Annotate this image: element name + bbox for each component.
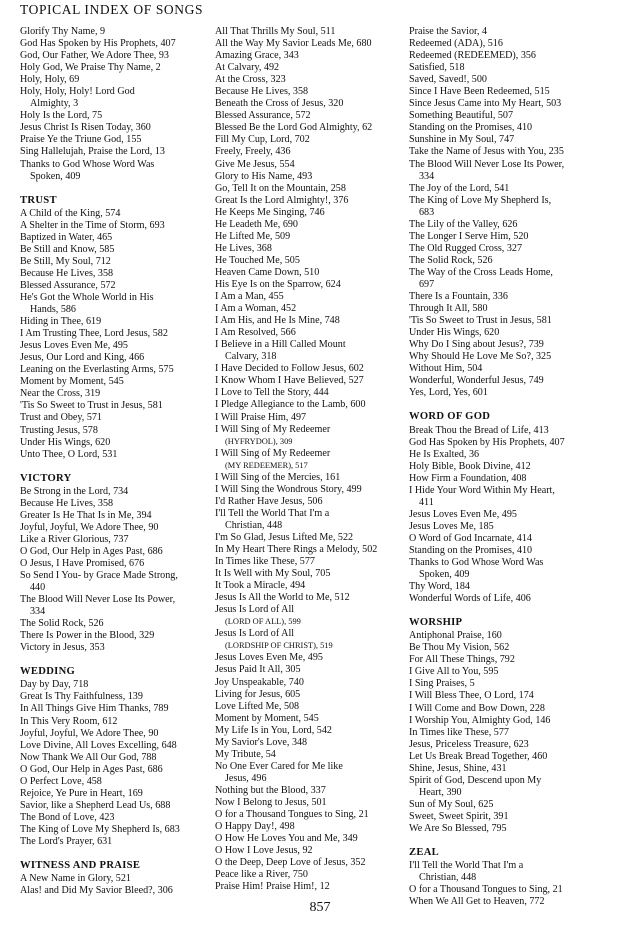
index-entry: 'Tis So Sweet to Trust in Jesus, 581	[20, 400, 163, 412]
index-entry: I'll Tell the World That I'm a	[215, 507, 330, 519]
index-entry: Rejoice, Ye Pure in Heart, 169	[20, 787, 143, 799]
index-column-3	[409, 26, 605, 908]
index-entry: Yes, Lord, Yes, 601	[409, 387, 488, 399]
index-entry: Wonderful Words of Life, 406	[409, 593, 531, 605]
index-entry: Since Jesus Came into My Heart, 503	[409, 98, 562, 110]
index-entry: In Times like These, 577	[409, 726, 509, 738]
index-entry: No One Ever Cared for Me like	[215, 760, 343, 772]
index-entry: I Am a Woman, 452	[215, 303, 297, 315]
index-entry: Since I Have Been Redeemed, 515	[409, 86, 550, 98]
index-entry: Jesus Is Lord of All	[215, 604, 295, 616]
index-entry: So Send I You- by Grace Made Strong,	[20, 570, 178, 582]
index-entry: I Will Sing the Wondrous Story, 499	[215, 483, 362, 495]
index-entry: Through It All, 580	[409, 303, 488, 315]
index-entry: Holy, Holy, 69	[20, 74, 80, 86]
index-entry: God, Our Father, We Adore Thee, 93	[20, 50, 169, 62]
index-entry: Redeemed (ADA), 516	[409, 38, 503, 50]
index-entry: Give Me Jesus, 554	[215, 158, 295, 170]
index-entry: He Lives, 368	[215, 242, 272, 254]
index-entry: I Hide Your Word Within My Heart,	[409, 484, 555, 496]
index-entry-continuation: 334	[30, 606, 46, 618]
index-entry-continuation: 697	[419, 278, 435, 290]
index-entry: I Will Bless Thee, O Lord, 174	[409, 690, 534, 702]
index-entry: Holy Is the Lord, 75	[20, 110, 103, 122]
index-entry: Day by Day, 718	[20, 679, 89, 691]
index-entry: The Joy of the Lord, 541	[409, 182, 510, 194]
index-entry: He Lifted Me, 509	[215, 230, 291, 242]
index-entry-continuation: Spoken, 409	[419, 569, 470, 581]
index-entry: The King of Love My Shepherd Is,	[409, 194, 552, 206]
index-entry: Glory to His Name, 493	[215, 170, 313, 182]
index-entry-continuation: (LORDSHIP OF CHRIST), 519	[225, 641, 333, 651]
index-entry: The Way of the Cross Leads Home,	[409, 266, 553, 278]
index-entry: Wonderful, Wonderful Jesus, 749	[409, 375, 544, 387]
index-entry: O God, Our Help in Ages Past, 686	[20, 545, 163, 557]
index-entry: I Am His, and He Is Mine, 748	[215, 315, 340, 327]
index-entry: The Bond of Love, 423	[20, 811, 115, 823]
index-entry: Without Him, 504	[409, 363, 483, 375]
index-entry: The Lily of the Valley, 626	[409, 218, 518, 230]
index-entry: God Has Spoken by His Prophets, 407	[20, 38, 176, 50]
index-entry: Greater Is He That Is in Me, 394	[20, 509, 152, 521]
index-entry-continuation: 683	[419, 206, 435, 218]
index-entry: Under His Wings, 620	[409, 327, 500, 339]
section-heading: WITNESS AND PRAISE	[20, 860, 141, 872]
index-entry: Great Is Thy Faithfulness, 139	[20, 691, 143, 703]
index-entry: Praise Him! Praise Him!, 12	[215, 881, 330, 893]
index-entry: Sweet, Sweet Spirit, 391	[409, 810, 509, 822]
index-entry: A Child of the King, 574	[20, 207, 121, 219]
index-entry: Holy Bible, Book Divine, 412	[409, 460, 531, 472]
index-entry: He Keeps Me Singing, 746	[215, 206, 325, 218]
index-entry: Why Do I Sing about Jesus?, 739	[409, 339, 544, 351]
index-entry: O Word of God Incarnate, 414	[409, 532, 532, 544]
index-entry: When We All Get to Heaven, 772	[409, 896, 545, 908]
index-entry: I Will Sing of My Redeemer	[215, 447, 331, 459]
index-entry: A Shelter in the Time of Storm, 693	[20, 219, 165, 231]
page-number: 857	[309, 900, 331, 915]
index-entry: Jesus Loves Even Me, 495	[409, 508, 517, 520]
index-entry: The Blood Will Never Lose Its Power,	[409, 158, 565, 170]
index-entry: I Give All to You, 595	[409, 666, 499, 678]
index-entry: Sunshine in My Soul, 747	[409, 134, 515, 146]
index-entry: At Calvary, 492	[215, 62, 280, 74]
index-entry: 'Tis So Sweet to Trust in Jesus, 581	[409, 315, 552, 327]
index-entry: Living for Jesus, 605	[215, 688, 301, 700]
index-entry: Savior, like a Shepherd Lead Us, 688	[20, 799, 171, 811]
page-header: TOPICAL INDEX OF SONGS	[20, 2, 204, 17]
index-entry: For All These Things, 792	[409, 654, 515, 666]
index-entry: Standing on the Promises, 410	[409, 544, 533, 556]
index-entry: Sing Hallelujah, Praise the Lord, 13	[20, 146, 165, 158]
index-entry: Because He Lives, 358	[20, 267, 114, 279]
index-entry-continuation: Spoken, 409	[30, 170, 81, 182]
index-entry: It Took a Miracle, 494	[215, 580, 306, 592]
index-entry: Amazing Grace, 343	[215, 50, 299, 62]
index-entry: Spirit of God, Descend upon My	[409, 774, 542, 786]
index-entry: Hiding in Thee, 619	[20, 316, 102, 328]
index-entry: Break Thou the Bread of Life, 413	[409, 424, 549, 436]
index-entry: O for a Thousand Tongues to Sing, 21	[409, 884, 563, 896]
index-entry: The Lord's Prayer, 631	[20, 836, 113, 847]
index-entry: Because He Lives, 358	[215, 86, 309, 98]
index-entry: Redeemed (REDEEMED), 356	[409, 50, 536, 62]
section-heading: VICTORY	[20, 472, 72, 484]
index-entry: God Has Spoken by His Prophets, 407	[409, 436, 565, 448]
index-entry-continuation: (LORD OF ALL), 599	[225, 617, 301, 627]
index-entry: Like a River Glorious, 737	[20, 533, 129, 545]
index-entry: Take the Name of Jesus with You, 235	[409, 146, 564, 158]
index-entry-continuation: 334	[419, 170, 435, 182]
index-entry-continuation: Calvary, 318	[225, 351, 277, 363]
index-entry: Be Thou My Vision, 562	[409, 642, 510, 654]
index-entry: I Will Sing of the Mercies, 161	[215, 471, 341, 483]
index-entry: His Eye Is on the Sparrow, 624	[215, 278, 341, 290]
index-entry: Something Beautiful, 507	[409, 110, 514, 122]
index-entry: Satisfied, 518	[409, 62, 465, 74]
index-entry: Shine, Jesus, Shine, 431	[409, 762, 507, 774]
index-entry-continuation: Christian, 448	[225, 519, 283, 531]
index-entry-continuation: Hands, 586	[30, 304, 76, 316]
index-entry: Thanks to God Whose Word Was	[409, 557, 544, 569]
index-entry: Blessed Assurance, 572	[215, 110, 311, 122]
index-entry: I Have Decided to Follow Jesus, 602	[215, 363, 364, 375]
index-entry: I Will Sing of My Redeemer	[215, 423, 331, 435]
index-column-1	[20, 26, 210, 897]
index-entry: A New Name in Glory, 521	[20, 873, 131, 885]
section-heading: ZEAL	[409, 847, 440, 859]
index-entry: Blessed Be the Lord God Almighty, 62	[215, 122, 373, 134]
index-entry: Thy Word, 184	[409, 581, 470, 593]
index-entry: I Am Resolved, 566	[215, 327, 296, 339]
index-entry: In This Very Room, 612	[20, 715, 118, 727]
index-entry: Glorify Thy Name, 9	[20, 26, 106, 37]
index-entry-continuation: Almighty, 3	[30, 98, 79, 110]
index-entry: I'll Tell the World That I'm a	[409, 860, 524, 872]
index-entry: Jesus Loves Even Me, 495	[215, 652, 323, 664]
index-entry: Love Lifted Me, 508	[215, 700, 300, 712]
index-entry: Victory in Jesus, 353	[20, 642, 105, 654]
index-entry: The Solid Rock, 526	[409, 254, 493, 266]
index-entry: In My Heart There Rings a Melody, 502	[215, 544, 378, 556]
index-entry: The Longer I Serve Him, 520	[409, 230, 529, 242]
index-entry-continuation: Jesus, 496	[225, 772, 267, 784]
index-entry: I'd Rather Have Jesus, 506	[215, 495, 323, 507]
index-entry: I Know Whom I Have Believed, 527	[215, 375, 364, 387]
index-entry: Love Divine, All Loves Excelling, 648	[20, 739, 177, 751]
index-entry-continuation: 440	[30, 582, 46, 594]
index-entry: Jesus Paid It All, 305	[215, 664, 301, 676]
index-entry: Be Strong in the Lord, 734	[20, 485, 129, 497]
index-entry: Beneath the Cross of Jesus, 320	[215, 98, 344, 110]
index-entry: Freely, Freely, 436	[215, 146, 291, 158]
index-entry: Praise Ye the Triune God, 155	[20, 134, 142, 146]
index-entry: Unto Thee, O Lord, 531	[20, 448, 118, 460]
index-entry: Alas! and Did My Savior Bleed?, 306	[20, 885, 173, 897]
index-entry: Fill My Cup, Lord, 702	[215, 134, 310, 146]
index-entry: I Am Trusting Thee, Lord Jesus, 582	[20, 328, 168, 340]
index-entry: We Are So Blessed, 795	[409, 823, 507, 834]
index-entry: Moment by Moment, 545	[215, 712, 319, 724]
index-entry: I Worship You, Almighty God, 146	[409, 714, 551, 726]
index-entry: Under His Wings, 620	[20, 436, 111, 448]
index-entry: Heaven Came Down, 510	[215, 266, 320, 278]
index-column-2	[215, 26, 405, 893]
index-entry: The King of Love My Shepherd Is, 683	[20, 823, 180, 835]
index-entry: Joyful, Joyful, We Adore Thee, 90	[20, 521, 159, 533]
index-entry: Jesus Loves Even Me, 495	[20, 340, 128, 352]
index-entry: He Touched Me, 505	[215, 254, 300, 266]
index-entry: Moment by Moment, 545	[20, 376, 124, 388]
index-entry: I Love to Tell the Story, 444	[215, 387, 329, 399]
index-entry: O How I Love Jesus, 92	[215, 845, 313, 857]
index-entry: There Is a Fountain, 336	[409, 291, 508, 303]
index-entry: O God, Our Help in Ages Past, 686	[20, 763, 163, 775]
index-entry: Nothing but the Blood, 337	[215, 784, 326, 796]
index-entry: The Blood Will Never Lose Its Power,	[20, 594, 176, 606]
index-entry: I Am a Man, 455	[215, 291, 284, 303]
section-heading: WORD OF GOD	[409, 411, 491, 423]
index-entry: All the Way My Savior Leads Me, 680	[215, 38, 372, 50]
index-entry: Leaning on the Everlasting Arms, 575	[20, 364, 174, 376]
index-entry: Because He Lives, 358	[20, 497, 114, 509]
index-entry: The Solid Rock, 526	[20, 618, 104, 630]
index-entry: Blessed Assurance, 572	[20, 279, 116, 291]
index-entry: Joy Unspeakable, 740	[215, 676, 304, 688]
index-entry: My Savior's Love, 348	[215, 736, 308, 748]
index-entry: Antiphonal Praise, 160	[409, 630, 502, 642]
index-entry: O Jesus, I Have Promised, 676	[20, 557, 145, 569]
section-heading: WEDDING	[20, 666, 76, 678]
index-entry: Joyful, Joyful, We Adore Thee, 90	[20, 727, 159, 739]
index-entry-continuation: 411	[419, 496, 434, 508]
index-entry: O Perfect Love, 458	[20, 775, 102, 787]
index-entry: I Sing Praises, 5	[409, 678, 475, 690]
index-entry: Thanks to God Whose Word Was	[20, 158, 155, 170]
index-entry: Trusting Jesus, 578	[20, 424, 98, 436]
index-entry: I Believe in a Hill Called Mount	[215, 339, 346, 351]
index-entry: Let Us Break Bread Together, 460	[409, 750, 548, 762]
index-entry: Be Still and Know, 585	[20, 243, 115, 255]
index-entry: How Firm a Foundation, 408	[409, 472, 527, 484]
index-entry: Praise the Savior, 4	[409, 26, 488, 37]
index-entry: Jesus Is Lord of All	[215, 628, 295, 640]
index-entry-continuation: Christian, 448	[419, 872, 477, 884]
index-entry: Jesus, Priceless Treasure, 623	[409, 738, 529, 750]
index-entry: O Happy Day!, 498	[215, 821, 295, 833]
index-entry: Jesus Loves Me, 185	[409, 520, 494, 532]
index-entry: The Old Rugged Cross, 327	[409, 242, 522, 254]
index-entry: Holy God, We Praise Thy Name, 2	[20, 62, 161, 74]
index-entry: Near the Cross, 319	[20, 388, 101, 400]
index-entry: Sun of My Soul, 625	[409, 798, 494, 810]
index-entry: O the Deep, Deep Love of Jesus, 352	[215, 857, 366, 869]
section-heading: TRUST	[20, 194, 57, 206]
index-entry: In All Things Give Him Thanks, 789	[20, 703, 169, 715]
index-entry: Jesus, Our Lord and King, 466	[20, 352, 145, 364]
index-entry: Baptized in Water, 465	[20, 231, 113, 243]
index-entry: Why Should He Love Me So?, 325	[409, 351, 552, 363]
index-entry-continuation: (MY REDEEMER), 517	[225, 460, 308, 470]
index-entry: Now I Belong to Jesus, 501	[215, 797, 327, 808]
index-entry: Jesus Is All the World to Me, 512	[215, 592, 350, 604]
index-entry: Holy, Holy, Holy! Lord God	[20, 86, 135, 98]
index-entry: Jesus Christ Is Risen Today, 360	[20, 122, 151, 134]
index-entry: My Tribute, 54	[215, 748, 276, 760]
index-entry: O How He Loves You and Me, 349	[215, 833, 358, 845]
index-entry: Now Thank We All Our God, 788	[20, 751, 157, 763]
index-entry: I Will Praise Him, 497	[215, 411, 307, 423]
index-entry: Standing on the Promises, 410	[409, 122, 533, 134]
index-entry: He Leadeth Me, 690	[215, 218, 298, 230]
index-entry: In Times like These, 577	[215, 556, 315, 568]
index-entry: I Pledge Allegiance to the Lamb, 600	[215, 399, 366, 411]
index-entry: Be Still, My Soul, 712	[20, 255, 111, 267]
index-entry: My Life Is in You, Lord, 542	[215, 724, 332, 736]
index-entry: All That Thrills My Soul, 511	[215, 26, 336, 37]
index-entry-continuation: (HYFRYDOL), 309	[225, 436, 293, 446]
section-heading: WORSHIP	[409, 617, 463, 629]
index-entry: Saved, Saved!, 500	[409, 74, 487, 86]
index-entry: At the Cross, 323	[215, 74, 286, 86]
index-entry: He's Got the Whole World in His	[20, 291, 154, 303]
index-entry: There Is Power in the Blood, 329	[20, 630, 155, 642]
index-entry: It Is Well with My Soul, 705	[215, 568, 331, 580]
index-entry: I'm So Glad, Jesus Lifted Me, 522	[215, 531, 354, 543]
index-entry: O for a Thousand Tongues to Sing, 21	[215, 809, 369, 821]
index-entry: Trust and Obey, 571	[20, 412, 102, 424]
index-entry: Go, Tell It on the Mountain, 258	[215, 182, 346, 194]
index-entry: Peace like a River, 750	[215, 869, 308, 881]
index-entry: Great Is the Lord Almighty!, 376	[215, 194, 349, 206]
index-entry-continuation: Heart, 390	[419, 786, 462, 798]
index-entry: He Is Exalted, 36	[409, 448, 480, 460]
index-entry: I Will Come and Bow Down, 228	[409, 702, 545, 714]
